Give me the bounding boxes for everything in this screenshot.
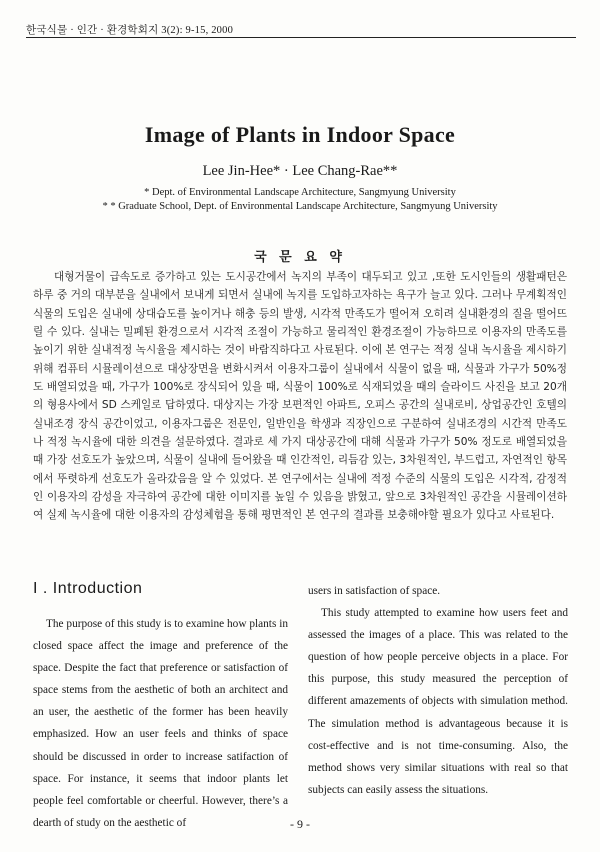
- right-column: [308, 580, 568, 801]
- abstract-heading: 국 문 요 약: [254, 250, 346, 265]
- affiliation-1: * Dept. of Environmental Landscape Architecture, Sangmyung University: [144, 187, 456, 198]
- page-number: - 9 -: [290, 817, 310, 831]
- section-heading-introduction: I . Introduction: [33, 580, 143, 597]
- journal-header: 한국식물 · 인간 · 환경학회지 3(2): 9-15, 2000: [26, 25, 234, 36]
- left-column: [33, 613, 288, 834]
- paper-authors: Lee Jin-Hee* · Lee Chang-Rae**: [202, 163, 398, 179]
- intro-paragraph-1-continued: users in satisfaction of space.: [308, 585, 441, 597]
- intro-paragraph-1: The purpose of this study is to examine how plants in closed space affect the image and preference of the space. Despite the fact that preference or satisfaction of space stems from the aesthetic of both an architect and an user, the aesthetic of the former has been heavily emphasized. How an user feels and thinks of space should be discussed in order to increase satifaction of space. For instance, it seems that indoor plants let people feel comfortable or cheerful. However, there’s a dearth of study on the aesthetic of: [33, 618, 288, 829]
- abstract-text: 대형거물이 급속도로 증가하고 있는 도시공간에서 녹지의 부족이 대두되고 있고 ,또한 도시인들의 생활패턴은 하루 중 거의 대부분을 실내에서 보내게 되면서 실내에 녹지를 도입하고자하는 욕구가 늘고 있다. 그러나 무계획적인 식물의 도입은 실내에 상대습도를 높이거나 해충 등의 발생, 시각적 만족도가 떨어져 오히려 실내환경의 질을 떨어뜨릴 수 있다. 실내는 밀폐된 환경으로서 시각적 조절이 가능하고 물리적인 환경조절이 가능하므로 이용자의 만족도를 높이기 위한 실내적정 녹시율을 제시하는 것이 바람직하다고 사료된다. 이에 본 연구는 적정 실내 녹시율을 제시하기 위해 컴퓨터 시뮬레이션으로 대상장면을 변화시켜서 이용자그룹이 실내에서 식물이 없을 때, 식물과 가구가 50%정도 배열되었을 때, 가구가 100%로 장식되어 있을 때, 식물이 100%로 식재되었을 때의 슬라이드 사진을 보고 20개의 형용사에서 SD 스케일로 답하였다. 대상지는 가장 보편적인 아파트, 오피스 공간의 실내로비, 상업공간인 호텔의 실내조경 장식 공간이었고, 이용자그룹은 전문인, 일반인을 학생과 직장인으로 구분하여 실내조경의 시간적 만족도나 적정 녹시율에 대한 의견을 설문하였다. 결과로 세 가지 대상공간에 대해 식물과 가구가 50% 정도로 배열되었을 때 가장 선호도가 높았으며, 식물이 실내에 들어왔을 때 인간적인, 리듬감 있는, 3차원적인, 부드럽고, 자연적인 항목에서 뚜렷하게 선호도가 올라갔음을 알 수 있었다. 본 연구에서는 실내에 적정 수준의 식물의 도입은 시각적, 감정적인 이용자의 감성을 자극하여 공간에 대한 이미지를 높일 수 있음을 밝혔고, 앞으로 3차원적인 공간을 시뮬레이션하여 실제 녹시율에 대한 이용자의 감성체험을 통해 평면적인 본 연구의 결과를 보충해야할 필요가 있다고 사료된다.: [33, 271, 567, 522]
- intro-paragraph-2: This study attempted to examine how users feet and assessed the images of a place. This was related to the question of how people perceive objects in a place. For this purpose, this study measured the perception of different amazements of objects with simulation method. The simulation method is advantageous because it is cost-effective and is not time-consuming. Also, the method shows very similar situations with real so that subjects can easily assess the situations.: [308, 607, 568, 796]
- header-rule: [26, 37, 576, 38]
- abstract-body: [33, 268, 567, 525]
- paper-title: Image of Plants in Indoor Space: [144, 122, 456, 147]
- affiliation-2: * * Graduate School, Dept. of Environmental Landscape Architecture, Sangmyung University: [102, 201, 498, 212]
